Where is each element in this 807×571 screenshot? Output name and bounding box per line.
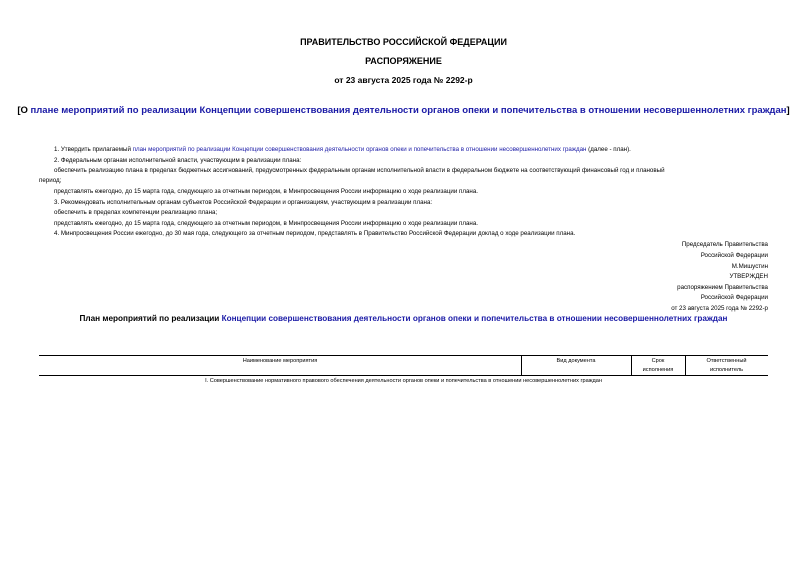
document-date-number: от 23 августа 2025 года № 2292-р <box>334 75 473 85</box>
paragraph-2b: представлять ежегодно, до 15 марта года, следующего за отчетным периодом, в Минпросвещения России информацию о ходе реализации плана. <box>54 188 479 195</box>
signature-position: Председатель Правительства <box>681 241 768 248</box>
table-header-deadline-line2: исполнения <box>642 367 674 373</box>
document-type-heading: РАСПОРЯЖЕНИЕ <box>365 56 442 66</box>
government-heading: ПРАВИТЕЛЬСТВО РОССИЙСКОЙ ФЕДЕРАЦИИ <box>300 37 507 47</box>
table-header-rule <box>39 375 768 376</box>
table-header-doc-type: Вид документа <box>556 358 596 364</box>
title-link[interactable]: плане мероприятий по реализации Концепции совершенствования деятельности органов опеки и попечительства в отношении несовершеннолетних граждан <box>30 105 787 116</box>
table-header-deadline <box>631 357 685 375</box>
table-header-responsible-line2: исполнитель <box>709 367 744 373</box>
document-title <box>0 105 807 116</box>
signature-name: М.Мишустин <box>731 263 768 270</box>
table-header-activity: Наименование мероприятия <box>242 358 318 364</box>
paragraph-4: 4. Минпросвещения России ежегодно, до 30 мая года, следующего за отчетным периодом, представлять в Правительство Российской Федерации доклад о ходе реализации плана. <box>54 230 576 237</box>
table-header-responsible <box>685 357 768 375</box>
approval-line-3: Российской Федерации <box>700 294 768 301</box>
paragraph-2a-line2: период; <box>39 177 62 184</box>
table-top-rule <box>39 355 768 356</box>
plan-title-link[interactable]: Концепции совершенствования деятельности органов опеки и попечительства в отношении несовершеннолетних граждан <box>221 314 728 323</box>
title-bracket-open: [О <box>17 105 31 116</box>
p1-plan-link[interactable]: план мероприятий по реализации Концепции совершенствования деятельности органов опеки и попечительства в отношении несовершеннолетних граждан <box>132 146 587 153</box>
p1-prefix: 1. Утвердить прилагаемый <box>54 146 133 153</box>
table-header-deadline-line1: Срок <box>651 358 665 364</box>
approval-line-2: распоряжением Правительства <box>677 284 768 291</box>
paragraph-2a-line1: обеспечить реализацию плана в пределах бюджетных ассигнований, предусмотренных федеральным органам исполнительной власти в федеральном бюджете на соответствующий финансовый год и плановый <box>54 167 665 174</box>
plan-title <box>0 314 807 323</box>
paragraph-1 <box>54 146 631 153</box>
table-section-1: I. Совершенствование нормативного правового обеспечения деятельности органов опеки и попечительства в отношении несовершеннолетних граждан <box>205 378 602 384</box>
title-bracket-close: ] <box>786 105 790 116</box>
paragraph-3a: обеспечить в пределах компетенции реализацию плана; <box>54 209 218 216</box>
paragraph-2: 2. Федеральным органам исполнительной власти, участвующим в реализации плана: <box>54 157 302 164</box>
paragraph-3b: представлять ежегодно, до 15 марта года, следующего за отчетным периодом, в Минпросвещения России информацию о ходе реализации плана. <box>54 220 479 227</box>
table-header-responsible-line1: Ответственный <box>706 358 747 364</box>
signature-country: Российской Федерации <box>700 252 768 259</box>
plan-title-prefix: План мероприятий по реализации <box>79 314 222 323</box>
approval-heading: УТВЕРЖДЕН <box>729 273 768 280</box>
paragraph-3: 3. Рекомендовать исполнительным органам субъектов Российской Федерации и организациям, участвующим в реализации плана: <box>54 199 433 206</box>
p1-suffix: (далее - план). <box>586 146 631 153</box>
approval-line-4: от 23 августа 2025 года № 2292-р <box>671 305 768 312</box>
